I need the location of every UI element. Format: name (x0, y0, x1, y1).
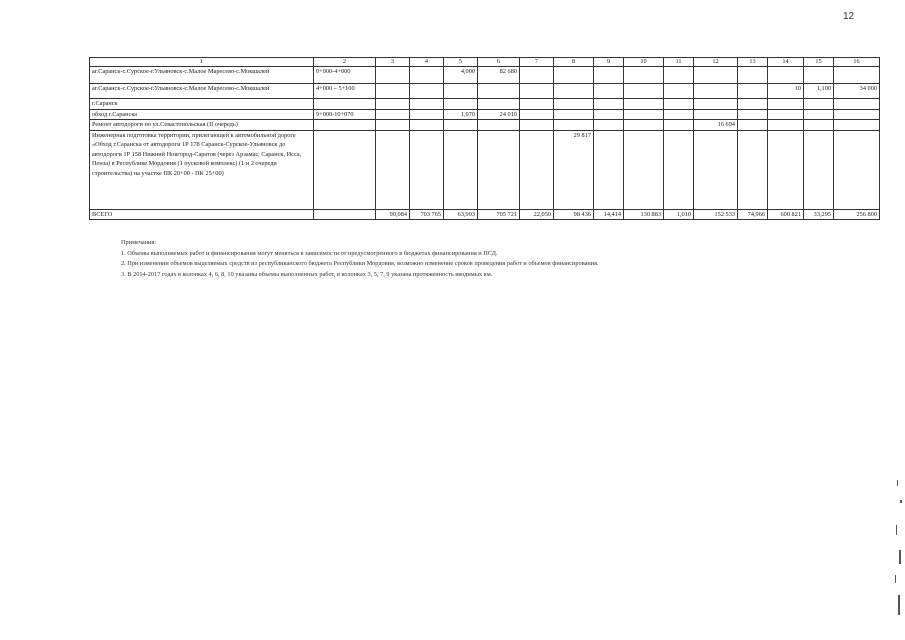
table-cell: аг.Саранск-с.Сурское-г.Ульяновск-с.Малое Маресево-с.Мокшалей (90, 67, 314, 84)
table-cell (376, 109, 410, 120)
table-cell: 15 (804, 58, 834, 67)
table-cell: 6 (478, 58, 520, 67)
table-cell: 10 (768, 84, 804, 99)
note-2: 2. При изменении объемов выделяемых средств из республиканского бюджета Республики Мордовия, возможно изменение сроков проведения работ и объемов финансирования. (121, 260, 599, 267)
table-cell: 10 (624, 58, 664, 67)
table-cell: 703 765 (410, 209, 444, 220)
table-cell (520, 130, 554, 209)
table-cell: 74,966 (738, 209, 768, 220)
table-cell (694, 130, 738, 209)
table-cell: 4,000 (444, 67, 478, 84)
table-cell: Инженерная подготовка территории, прилегающей к автомобильной дороге «Обход г.Саранска от автодороги 1Р 178 Саранск-Сурское-Ульяновск до автодороги 1Р 158 Нижний Новгород-Саратов (через Арзамас, Саранск, Исса, Пенза) в Республике Мордовия (1 пусковой комплекс) (1 и 2 очереди строительства) на участке ПК 20+00 - ПК 25+00) (90, 130, 314, 209)
table-cell (554, 84, 594, 99)
table-cell (314, 120, 376, 131)
table-cell: 4+000 – 5+100 (314, 84, 376, 99)
table-cell: ВСЕГО (90, 209, 314, 220)
notes-title: Примечания: (121, 239, 157, 246)
table-cell (694, 67, 738, 84)
table-cell (520, 109, 554, 120)
table-cell: 13 (738, 58, 768, 67)
table-cell (694, 99, 738, 110)
table-cell: 63,993 (444, 209, 478, 220)
table-cell (594, 84, 624, 99)
table-cell (738, 120, 768, 131)
table-cell (594, 109, 624, 120)
table-cell (768, 120, 804, 131)
table-cell: 3 (376, 58, 410, 67)
table-cell: 9+000-10+070 (314, 109, 376, 120)
table-cell (444, 99, 478, 110)
table-cell: 2 (314, 58, 376, 67)
table-cell (594, 99, 624, 110)
table-cell (444, 130, 478, 209)
table-row (90, 67, 880, 84)
table-cell: 152 533 (694, 209, 738, 220)
table-cell (594, 67, 624, 84)
table-cell: 22,050 (520, 209, 554, 220)
table-cell: 1,070 (444, 109, 478, 120)
table-cell: 5 (444, 58, 478, 67)
table-cell (410, 120, 444, 131)
table-cell (478, 120, 520, 131)
table-cell: 1 (90, 58, 314, 67)
table-cell (376, 120, 410, 131)
table-cell (738, 109, 768, 120)
table-cell (410, 84, 444, 99)
table-cell (444, 120, 478, 131)
table-cell (554, 120, 594, 131)
table-cell: 705 721 (478, 209, 520, 220)
table-cell (768, 67, 804, 84)
table-cell (624, 67, 664, 84)
table-cell (768, 130, 804, 209)
table-cell (804, 120, 834, 131)
table-cell: 33,295 (804, 209, 834, 220)
table-cell (554, 109, 594, 120)
table-cell (738, 130, 768, 209)
table-row (90, 109, 880, 120)
table-cell (520, 67, 554, 84)
notes-block (121, 238, 599, 280)
scan-edge-marks (891, 470, 905, 630)
table-cell: 90,084 (376, 209, 410, 220)
table-cell: 600 821 (768, 209, 804, 220)
table-cell (664, 120, 694, 131)
table-header-row (90, 58, 880, 67)
table-cell (554, 67, 594, 84)
table-cell (520, 84, 554, 99)
table-cell (768, 99, 804, 110)
table-cell: аг.Саранск-с.Сурское-г.Ульяновск-с.Малое Маресево-с.Мокшалей (90, 84, 314, 99)
table-cell (554, 99, 594, 110)
table-cell (376, 67, 410, 84)
table-cell (410, 130, 444, 209)
table-cell (804, 67, 834, 84)
table-cell (664, 99, 694, 110)
table-cell: 4 (410, 58, 444, 67)
table-cell: 12 (694, 58, 738, 67)
table-cell: 24 010 (478, 109, 520, 120)
table-cell: 8 (554, 58, 594, 67)
table-cell: 82 680 (478, 67, 520, 84)
table-cell: 16 694 (694, 120, 738, 131)
table-cell (834, 67, 880, 84)
table-cell (738, 99, 768, 110)
table-cell (804, 130, 834, 209)
table-cell (444, 84, 478, 99)
table-cell (664, 109, 694, 120)
table-total-row (90, 209, 880, 220)
table-cell: 98 436 (554, 209, 594, 220)
table-cell: 7 (520, 58, 554, 67)
table-cell (594, 130, 624, 209)
table-row (90, 84, 880, 99)
note-3: 3. В 2014-2017 годах в колонках 4, 6, 8, 10 указаны объемы выполненных работ, в колонках 3, 5, 7, 9 указана протяженность вводимых км. (121, 270, 493, 278)
table-cell (314, 99, 376, 110)
table-cell (410, 67, 444, 84)
table-cell: 9 (594, 58, 624, 67)
table-cell: 14 (768, 58, 804, 67)
table-cell: 14,414 (594, 209, 624, 220)
table-cell (664, 84, 694, 99)
table-row (90, 120, 880, 131)
table-cell (664, 130, 694, 209)
table-cell (834, 99, 880, 110)
table-cell (624, 99, 664, 110)
table-cell: 256 800 (834, 209, 880, 220)
table-cell: обход г.Саранска (90, 109, 314, 120)
note-1: 1. Объемы выполняемых работ и финансирования могут меняться в зависимости от предусмотренного в бюджетах финансирования и ПСД. (121, 249, 498, 257)
table-cell: 1,010 (664, 209, 694, 220)
table-row (90, 99, 880, 110)
table-cell (834, 130, 880, 209)
table-cell: 1,100 (804, 84, 834, 99)
table-cell: г.Саранск (90, 99, 314, 110)
page-number: 12 (843, 11, 855, 22)
table-cell (376, 130, 410, 209)
table-cell (834, 109, 880, 120)
table-cell (804, 99, 834, 110)
table-cell (738, 84, 768, 99)
table-cell (520, 99, 554, 110)
table-cell: 130 883 (624, 209, 664, 220)
table-cell: Ремонт автодороги по ул.Севастопольская (II очередь) (90, 120, 314, 131)
table-cell (314, 209, 376, 220)
table-cell: 11 (664, 58, 694, 67)
table-cell (314, 130, 376, 209)
table-row (90, 130, 880, 209)
table-cell (768, 109, 804, 120)
table-cell: 0+000-4+000 (314, 67, 376, 84)
table-cell (410, 109, 444, 120)
table-cell (834, 120, 880, 131)
table-cell (804, 109, 834, 120)
financing-table (89, 57, 880, 220)
table-cell (624, 120, 664, 131)
table-cell (520, 120, 554, 131)
table-cell (624, 84, 664, 99)
table-cell (410, 99, 444, 110)
table-cell (694, 84, 738, 99)
table-cell (478, 130, 520, 209)
table-cell (594, 120, 624, 131)
table-cell (738, 67, 768, 84)
table-cell (376, 84, 410, 99)
table-cell: 16 (834, 58, 880, 67)
table-cell (478, 99, 520, 110)
table-cell: 34 000 (834, 84, 880, 99)
table-cell (694, 109, 738, 120)
table-cell (624, 130, 664, 209)
table-cell: 29 817 (554, 130, 594, 209)
table-cell (478, 84, 520, 99)
table-cell (376, 99, 410, 110)
table-cell (624, 109, 664, 120)
table-cell (664, 67, 694, 84)
